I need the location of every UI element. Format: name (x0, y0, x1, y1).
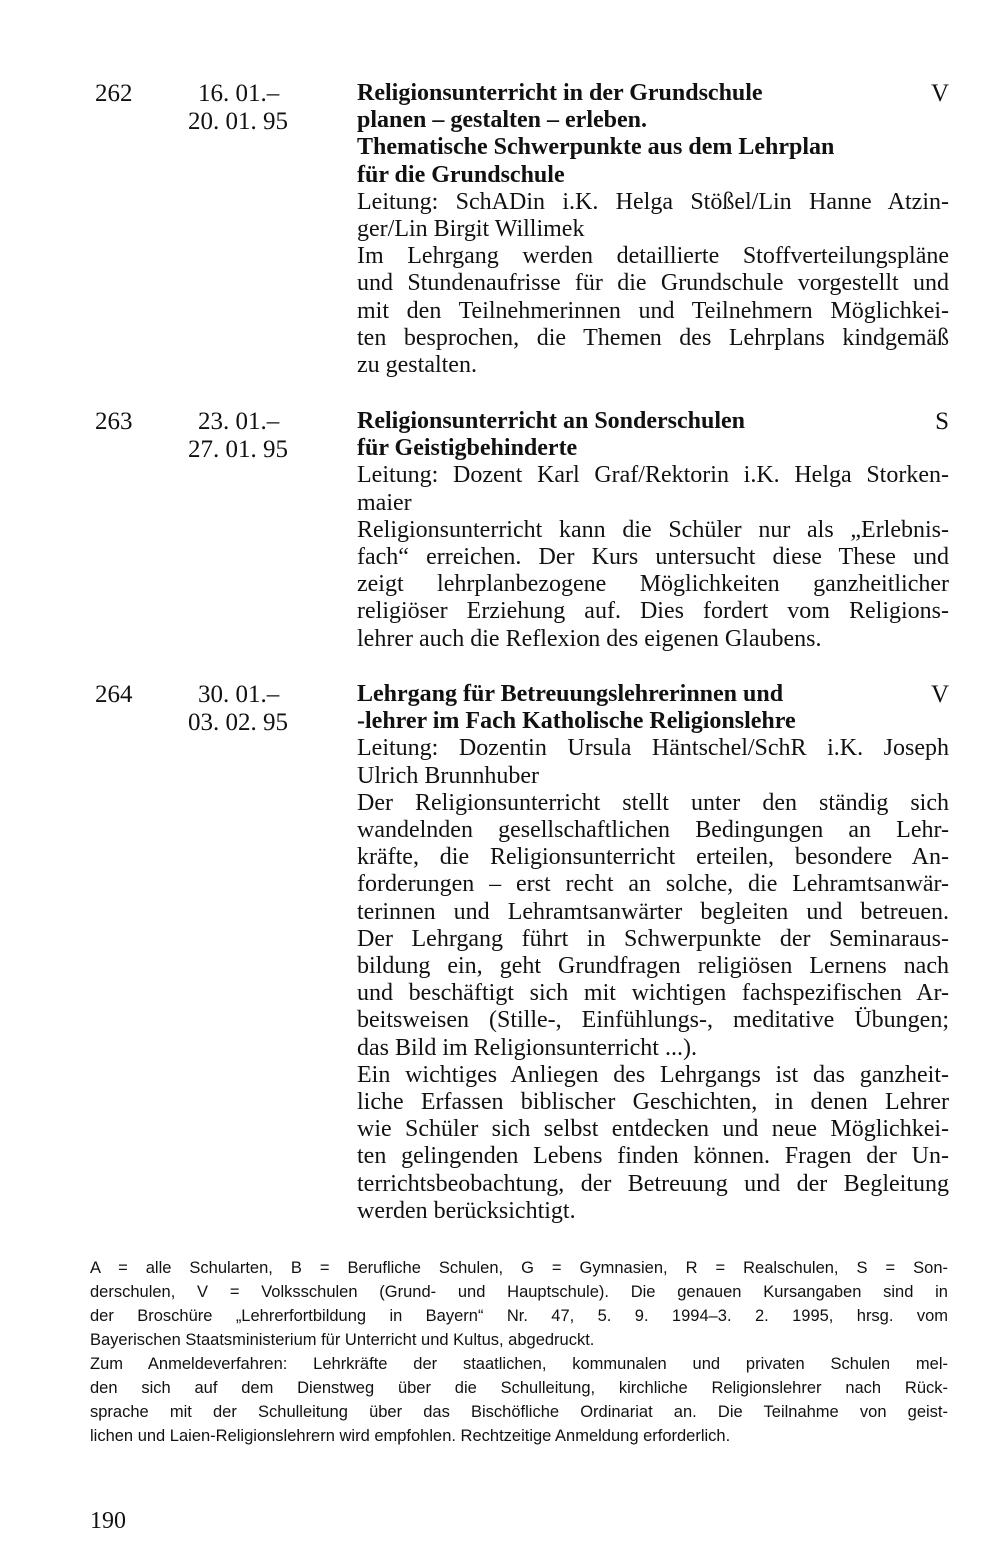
description-line: ten besprochen, die Themen des Lehrplans kindgemäß (357, 324, 949, 351)
title-line: für die Grundschule (357, 161, 565, 188)
description-line: kräfte, die Religionsunterricht erteilen, besondere An- (357, 844, 949, 871)
description-line: und Stundenaufrisse für die Grundschule vorgestellt und (357, 270, 949, 297)
legend-line: Bayerischen Staatsministerium für Unterricht und Kultus, abgedruckt. (90, 1331, 595, 1349)
course-title (357, 80, 949, 189)
footnote-legend (90, 1256, 948, 1448)
leadership-line: Leitung: Dozentin Ursula Häntschel/SchR i.K. Joseph (357, 735, 949, 762)
description-line: zeigt lehrplanbezogene Möglichkeiten ganzheitlicher (357, 571, 949, 598)
course-title (357, 408, 949, 462)
course-title (357, 681, 949, 735)
legend-line: sprache mit der Schulleitung über das Bischöfliche Ordinariat an. Die Teilnahme von geist- (90, 1403, 948, 1421)
title-line: Lehrgang für Betreuungslehrerinnen und (357, 681, 784, 707)
date-start: 16. 01.– (198, 80, 280, 107)
description-line: lehrer auch die Reflexion des eigenen Glaubens. (357, 625, 822, 652)
description-line: ten gelingenden Lebens finden können. Fragen der Un- (357, 1143, 949, 1170)
date-start: 30. 01.– (198, 681, 280, 708)
course-dates (188, 80, 318, 136)
description-line: mit den Teilnehmerinnen und Teilnehmern Möglichkei- (357, 297, 949, 324)
legend-line: A = alle Schularten, B = Berufliche Schulen, G = Gymnasien, R = Realschulen, S = Son- (90, 1259, 948, 1277)
school-type-code: V (930, 80, 949, 107)
legend-line: der Broschüre „Lehrerfortbildung in Bayern“ Nr. 47, 5. 9. 1994–3. 2. 1995, hrsg. vom (90, 1307, 948, 1325)
description-line: Ein wichtiges Anliegen des Lehrgangs ist das ganzheit- (357, 1061, 949, 1088)
legend-line: derschulen, V = Volksschulen (Grund- und Hauptschule). Die genauen Kursangaben sind in (90, 1283, 948, 1301)
school-type-code: V (930, 681, 949, 708)
description-line: wandelnden gesellschaftlichen Bedingungen an Lehr- (357, 817, 949, 844)
course-description (357, 517, 949, 653)
title-line: Religionsunterricht an Sonderschulen (357, 408, 746, 434)
description-line: liche Erfassen biblischer Geschichten, in denen Lehrer (357, 1089, 949, 1116)
description-line: terrichtsbeobachtung, der Betreuung und der Begleitung (357, 1170, 949, 1197)
leadership-line: Leitung: Dozent Karl Graf/Rektorin i.K. Helga Storken- (357, 462, 949, 489)
course-number: 262 (95, 80, 133, 107)
date-end: 27. 01. 95 (188, 436, 288, 463)
course-content (357, 80, 949, 379)
description-line: Der Religionsunterricht stellt unter den ständig sich (357, 789, 949, 816)
description-line: das Bild im Religionsunterricht ...). (357, 1034, 697, 1061)
description-line: Der Lehrgang führt in Schwerpunkte der Seminaraus- (357, 925, 949, 952)
course-leadership (357, 735, 949, 789)
leadership-line: Leitung: SchADin i.K. Helga Stößel/Lin Hanne Atzin- (357, 188, 949, 215)
description-line: wie Schüler sich selbst entdecken und neue Möglichkei- (357, 1116, 949, 1143)
course-description (357, 790, 949, 1225)
description-line: zu gestalten. (357, 352, 477, 379)
description-line: Im Lehrgang werden detaillierte Stoffverteilungspläne (357, 243, 949, 270)
title-line: -lehrer im Fach Katholische Religionslehre (357, 708, 796, 735)
legend-line: lichen und Laien-Religionslehrern wird empfohlen. Rechtzeitige Anmeldung erforderlich. (90, 1427, 731, 1445)
description-line: religiöser Erziehung auf. Dies fordert vom Religions- (357, 598, 949, 625)
school-type-code: S (935, 408, 949, 435)
description-line: terinnen und Lehramtsanwärter begleiten und betreuen. (357, 898, 949, 925)
course-dates (188, 408, 318, 464)
page-number: 190 (90, 1508, 126, 1534)
legend-line: Zum Anmeldeverfahren: Lehrkräfte der staatlichen, kommunalen und privaten Schulen mel- (90, 1355, 948, 1373)
description-line: Religionsunterricht kann die Schüler nur als „Erlebnis- (357, 516, 949, 543)
title-line: Religionsunterricht in der Grundschule (357, 80, 763, 106)
leadership-line: ger/Lin Birgit Willimek (357, 216, 585, 243)
description-line: fach“ erreichen. Der Kurs untersucht diese These und (357, 544, 949, 571)
description-line: bildung ein, geht Grundfragen religiösen Lernens nach (357, 953, 949, 980)
course-leadership (357, 462, 949, 516)
course-number: 263 (95, 408, 133, 435)
date-start: 23. 01.– (198, 408, 280, 435)
leadership-line: maier (357, 489, 412, 516)
title-line: Thematische Schwerpunkte aus dem Lehrplan (357, 134, 835, 161)
description-line: beitsweisen (Stille-, Einfühlungs-, meditative Übungen; (357, 1007, 949, 1034)
course-leadership (357, 189, 949, 243)
date-end: 03. 02. 95 (188, 709, 288, 736)
description-line: und beschäftigt sich mit wichtigen fachspezifischen Ar- (357, 980, 949, 1007)
course-description (357, 243, 949, 379)
leadership-line: Ulrich Brunnhuber (357, 762, 539, 789)
course-content (357, 681, 949, 1225)
description-line: forderungen – erst recht an solche, die Lehramtsanwär- (357, 871, 949, 898)
title-line: planen – gestalten – erleben. (357, 107, 647, 134)
course-content (357, 408, 949, 653)
date-end: 20. 01. 95 (188, 108, 288, 135)
title-line: für Geistigbehinderte (357, 435, 578, 462)
legend-line: den sich auf dem Dienstweg über die Schulleitung, kirchliche Religionslehrer nach Rück- (90, 1379, 948, 1397)
course-number: 264 (95, 681, 133, 708)
description-line: werden berücksichtigt. (357, 1197, 576, 1224)
course-dates (188, 681, 318, 737)
